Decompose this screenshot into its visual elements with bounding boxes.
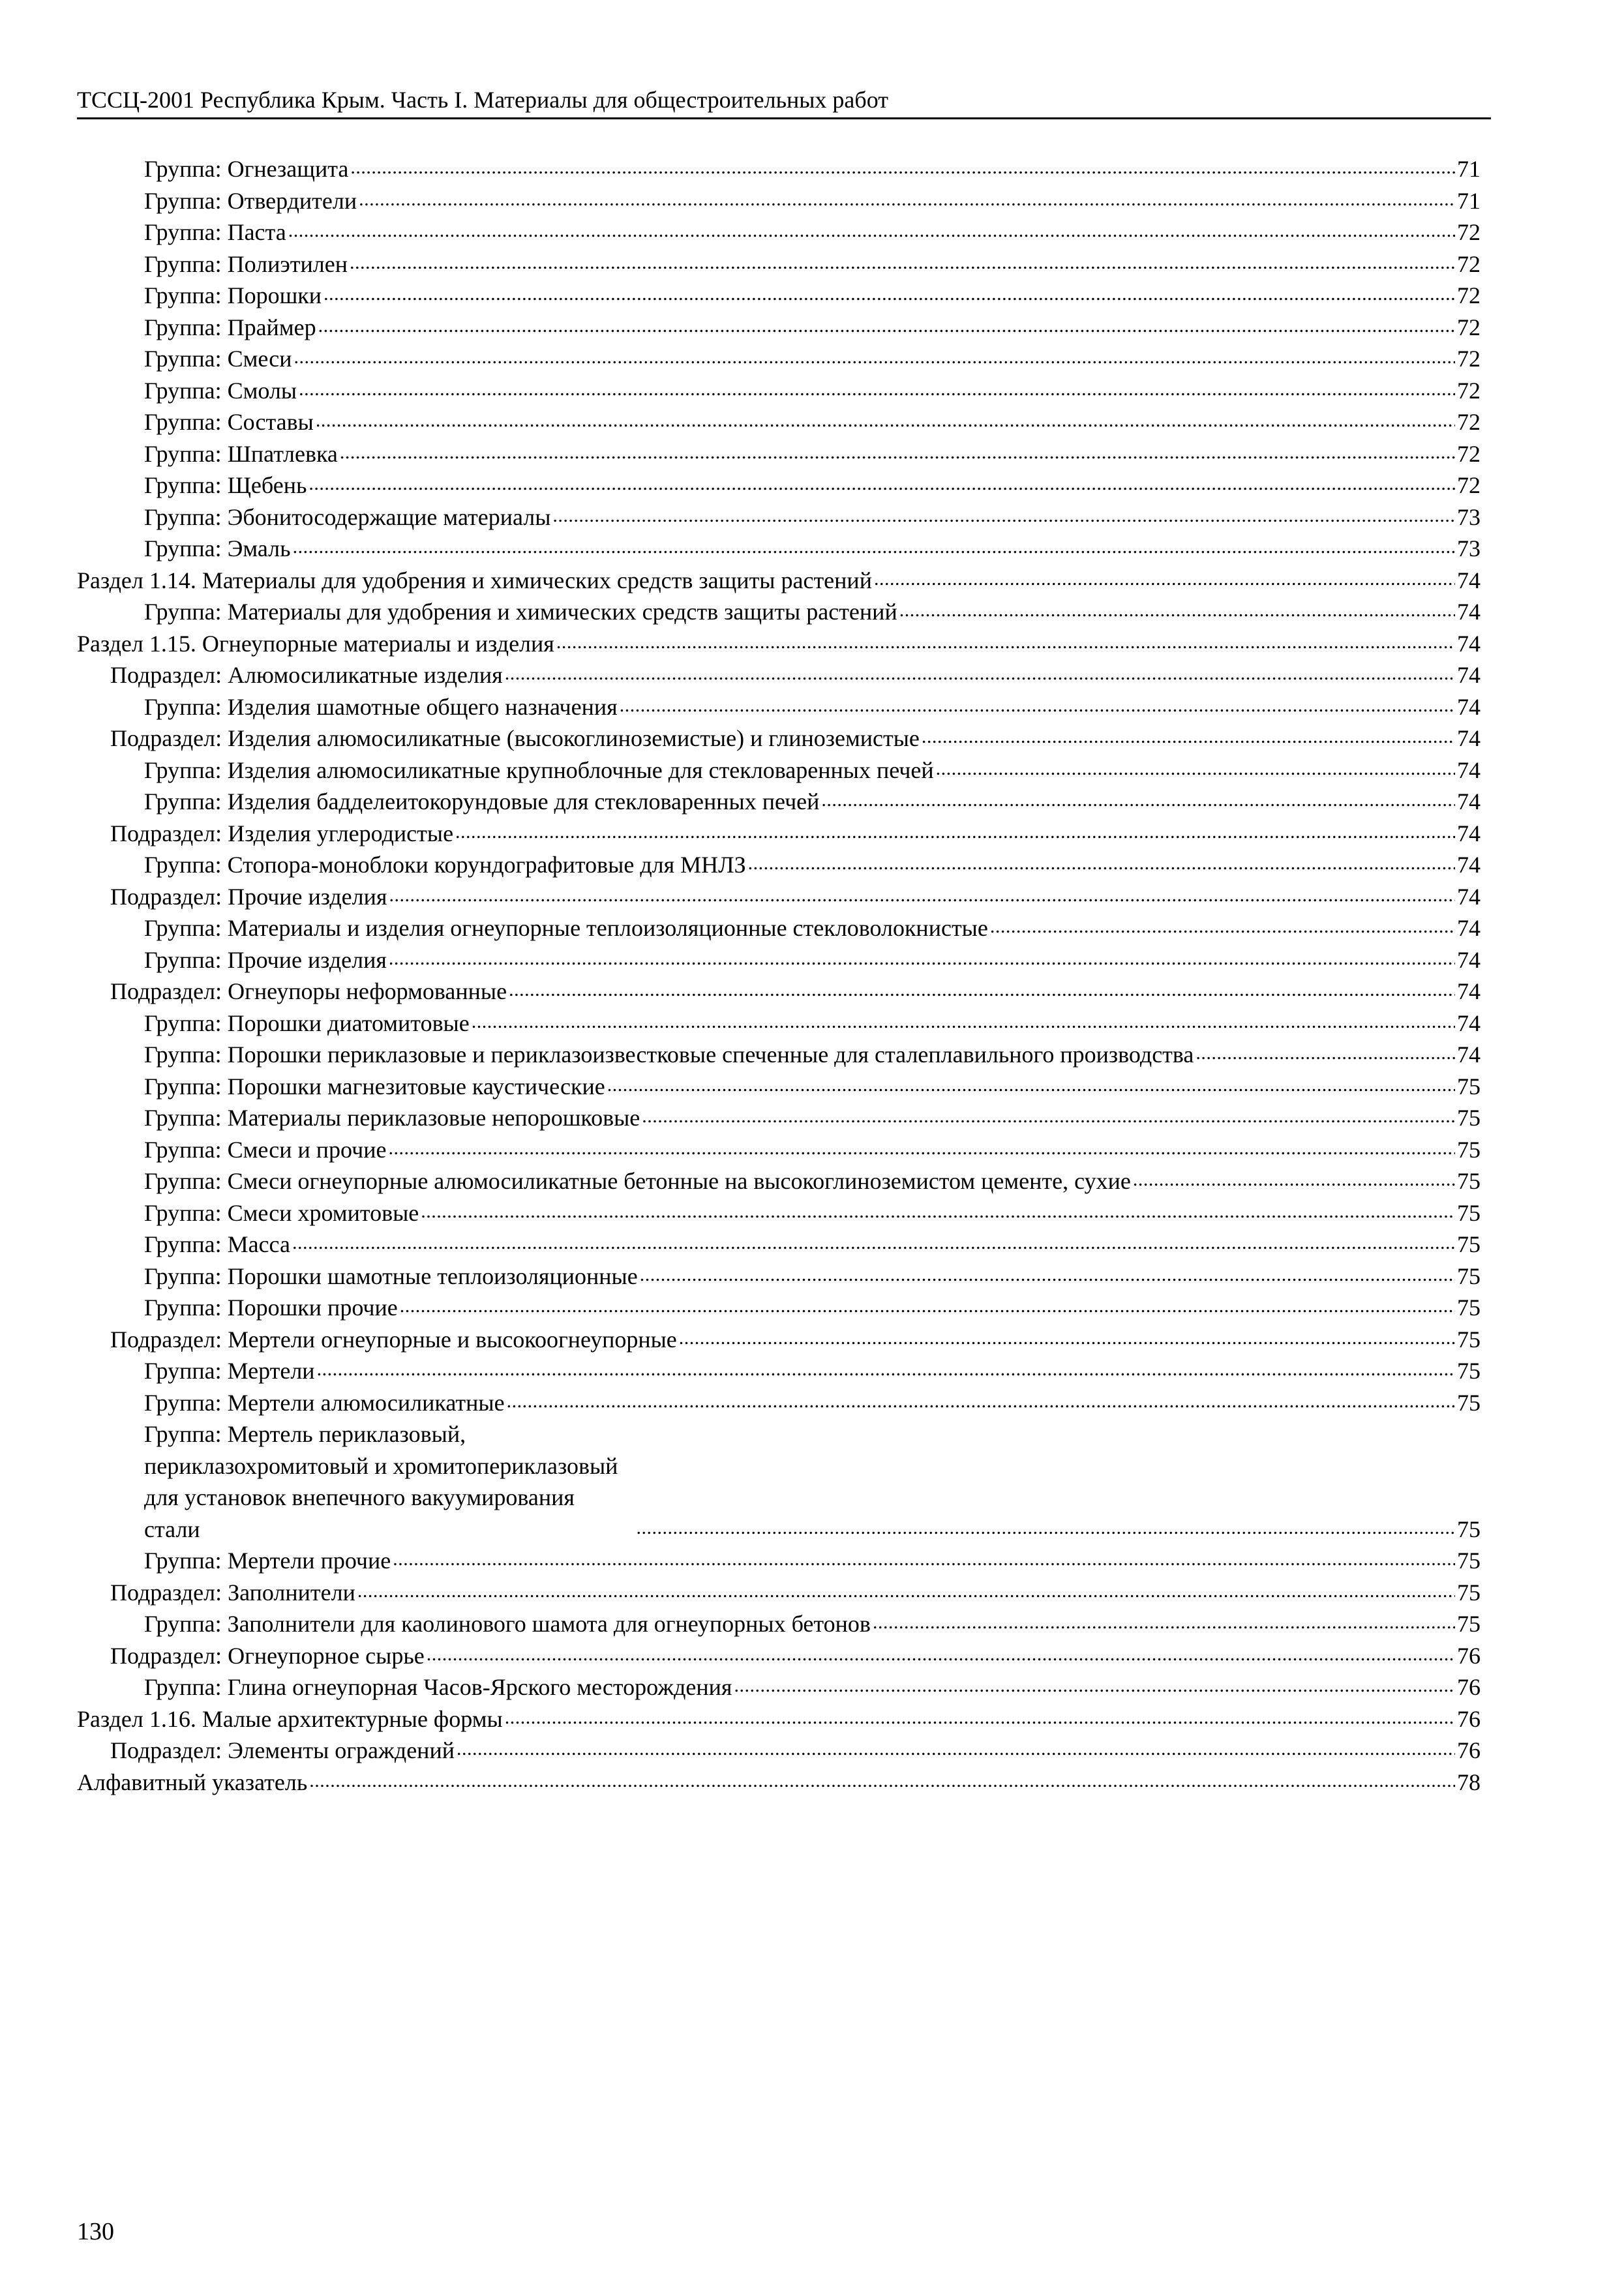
toc-entry[interactable]	[77, 153, 1481, 185]
toc-entry-page: 78	[1457, 1769, 1481, 1795]
toc-entry[interactable]	[77, 659, 1481, 691]
toc-entry-page: 75	[1457, 1358, 1481, 1384]
dot-leader	[288, 215, 1455, 247]
toc-entry[interactable]	[77, 1608, 1481, 1640]
toc-entry-title: Группа: Прочие изделия	[144, 946, 387, 973]
toc-entry-title: Группа: Порошки	[144, 282, 322, 308]
dot-leader	[821, 785, 1455, 816]
toc-entry[interactable]	[77, 755, 1481, 786]
toc-entry-title: Подраздел: Прочие изделия	[110, 883, 387, 910]
toc-entry-page: 72	[1457, 282, 1481, 308]
toc-entry-title: Группа: Смеси и прочие	[144, 1136, 387, 1163]
toc-entry-page: 75	[1457, 1231, 1481, 1257]
toc-entry-title: Группа: Мертели алюмосиликатные	[144, 1389, 505, 1416]
toc-entry-title: Группа: Праймер	[144, 314, 316, 340]
dot-leader	[308, 468, 1455, 500]
toc-entry-page: 74	[1457, 788, 1481, 815]
toc-entry[interactable]	[77, 312, 1481, 344]
toc-entry-title: Группа: Порошки магнезитовые каустические	[144, 1073, 605, 1100]
toc-entry-title: Группа: Эмаль	[144, 535, 291, 561]
dot-leader	[472, 1006, 1455, 1038]
dot-leader	[640, 1259, 1455, 1291]
toc-entry-page: 76	[1457, 1737, 1481, 1763]
toc-entry-page: 74	[1457, 567, 1481, 593]
toc-entry[interactable]	[77, 438, 1481, 470]
dot-leader	[556, 627, 1455, 659]
toc-entry-title: Раздел 1.16. Малые архитектурные формы	[77, 1705, 503, 1732]
toc-entry-page: 75	[1457, 1611, 1481, 1637]
dot-leader	[318, 310, 1455, 342]
toc-entry[interactable]	[77, 565, 1481, 597]
dot-leader	[309, 1765, 1455, 1797]
toc-entry-title: Группа: Мертели	[144, 1358, 315, 1384]
toc-entry[interactable]	[77, 1577, 1481, 1609]
dot-leader	[642, 1101, 1455, 1133]
toc-entry-page: 74	[1457, 599, 1481, 625]
toc-entry-page: 76	[1457, 1674, 1481, 1700]
toc-entry[interactable]	[77, 1292, 1481, 1324]
toc-entry[interactable]	[77, 1102, 1481, 1134]
toc-entry-page: 74	[1457, 820, 1481, 846]
dot-leader	[293, 531, 1455, 563]
toc-entry-page: 75	[1457, 1326, 1481, 1353]
dot-leader	[400, 1291, 1455, 1323]
toc-entry[interactable]	[77, 217, 1481, 248]
toc-entry-title: Раздел 1.14. Материалы для удобрения и химических средств защиты растений	[77, 567, 872, 593]
toc-entry-title: Подраздел: Мертели огнеупорные и высокоогнеупорные	[110, 1326, 677, 1353]
toc-entry-page: 74	[1457, 630, 1481, 657]
toc-entry-title: Группа: Материалы периклазовые непорошковые	[144, 1105, 640, 1131]
dot-leader	[455, 816, 1455, 848]
running-header: ТССЦ-2001 Республика Крым. Часть I. Материалы для общестроительных работ	[77, 85, 1491, 119]
dot-leader	[299, 374, 1455, 406]
toc-entry-title: Группа: Материалы и изделия огнеупорные теплоизоляционные стекловолокнистые	[144, 915, 988, 941]
dot-leader	[359, 184, 1455, 216]
dot-leader	[457, 1733, 1455, 1765]
toc-entry-title: Группа: Мертель периклазовый, периклазохромитовый и хромитопериклазовый для установок внепечного вакуумирования стали	[144, 1421, 618, 1542]
toc-entry-title: Подраздел: Огнеупоры неформованные	[110, 978, 507, 1004]
toc-entry[interactable]	[77, 533, 1481, 565]
dot-leader	[427, 1639, 1455, 1671]
dot-leader	[679, 1323, 1455, 1354]
toc-entry[interactable]	[77, 1324, 1481, 1356]
dot-leader	[316, 405, 1455, 437]
dot-leader	[340, 437, 1455, 469]
toc-entry[interactable]	[77, 1703, 1481, 1735]
dot-leader	[620, 690, 1455, 722]
toc-entry-page: 74	[1457, 1010, 1481, 1036]
toc-entry-title: Подраздел: Изделия углеродистые	[110, 820, 454, 846]
toc-entry-page: 76	[1457, 1705, 1481, 1732]
toc-entry[interactable]	[77, 596, 1481, 628]
dot-leader	[734, 1670, 1455, 1702]
toc-entry-title: Группа: Шпатлевка	[144, 440, 338, 467]
dot-leader	[389, 880, 1455, 912]
toc-entry-title: Группа: Масса	[144, 1231, 290, 1257]
toc-entry-page: 72	[1457, 314, 1481, 340]
toc-entry-title: Раздел 1.15. Огнеупорные материалы и изделия	[77, 630, 554, 657]
toc-entry[interactable]	[77, 1039, 1481, 1071]
dot-leader	[393, 1544, 1455, 1576]
toc-entry-page: 73	[1457, 503, 1481, 530]
toc-entry-title: Группа: Глина огнеупорная Часов-Ярского месторождения	[144, 1674, 732, 1700]
toc-entry[interactable]	[77, 1387, 1481, 1419]
dot-leader	[607, 1070, 1455, 1101]
toc-entry-title: Подраздел: Элементы ограждений	[110, 1737, 455, 1763]
dot-leader	[509, 974, 1455, 1006]
toc-entry-page: 75	[1457, 1294, 1481, 1321]
toc-entry[interactable]	[77, 818, 1481, 850]
toc-entry[interactable]	[77, 1229, 1481, 1261]
toc-entry-page: 72	[1457, 472, 1481, 498]
toc-entry-title: Группа: Стопора-моноблоки корундографитовые для МНЛЗ	[144, 852, 746, 878]
toc-entry[interactable]	[77, 1767, 1481, 1799]
toc-entry-title: Группа: Порошки периклазовые и периклазоизвестковые спеченные для сталеплавильного производства	[144, 1041, 1194, 1068]
toc-entry[interactable]	[77, 881, 1481, 913]
toc-entry[interactable]	[77, 1261, 1481, 1293]
toc-entry-title: Группа: Составы	[144, 409, 314, 435]
toc-entry-title: Подраздел: Изделия алюмосиликатные (высокоглиноземистые) и глиноземистые	[110, 725, 920, 751]
toc-entry-title: Группа: Порошки диатомитовые	[144, 1010, 470, 1036]
toc-entry-page: 74	[1457, 725, 1481, 751]
toc-entry[interactable]	[77, 1134, 1481, 1166]
toc-entry-title: Группа: Смеси	[144, 346, 292, 372]
toc-entry-page: 74	[1457, 946, 1481, 973]
dot-leader	[357, 1576, 1455, 1608]
toc-entry-title: Группа: Изделия алюмосиликатные крупноблочные для стекловаренных печей	[144, 756, 934, 783]
toc-entry-page: 72	[1457, 346, 1481, 372]
toc-entry[interactable]	[77, 185, 1481, 217]
toc-entry-page: 76	[1457, 1642, 1481, 1669]
toc-entry[interactable]	[77, 1197, 1481, 1229]
toc-entry-page: 75	[1457, 1579, 1481, 1606]
toc-entry-page: 74	[1457, 756, 1481, 783]
dot-leader	[294, 342, 1456, 374]
toc-entry-title: Группа: Паста	[144, 219, 286, 245]
toc-entry-title: Группа: Порошки шамотные теплоизоляционные	[144, 1263, 638, 1289]
toc-entry[interactable]	[77, 1355, 1481, 1387]
toc-entry[interactable]	[77, 723, 1481, 755]
dot-leader	[873, 1607, 1455, 1639]
toc-entry-title: Группа: Смеси огнеупорные алюмосиликатные бетонные на высокоглиноземистом цементе, сухие	[144, 1168, 1131, 1194]
toc-entry[interactable]	[77, 1545, 1481, 1577]
toc-entry-title: Подраздел: Алюмосиликатные изделия	[110, 662, 503, 688]
toc-entry-title: Группа: Отвердители	[144, 187, 357, 214]
toc-entry-title: Группа: Смеси хромитовые	[144, 1199, 419, 1226]
toc-entry[interactable]	[77, 375, 1481, 407]
dot-leader	[990, 911, 1455, 943]
dot-leader	[936, 753, 1455, 785]
toc-entry-page: 75	[1457, 1073, 1481, 1100]
toc-entry-title: Группа: Изделия бадделеитокорундовые для стекловаренных печей	[144, 788, 820, 815]
toc-entry-page: 73	[1457, 535, 1481, 561]
toc-entry-page: 71	[1457, 156, 1481, 182]
toc-entry[interactable]	[77, 280, 1481, 312]
dot-leader	[552, 500, 1455, 532]
toc-entry[interactable]	[77, 1640, 1481, 1672]
toc-entry[interactable]	[77, 976, 1481, 1008]
dot-leader	[350, 152, 1455, 184]
dot-leader	[505, 658, 1455, 690]
dot-leader	[1195, 1038, 1455, 1070]
dot-leader	[350, 247, 1455, 279]
toc-entry-title: Группа: Материалы для удобрения и химических средств защиты растений	[144, 599, 897, 625]
toc-entry-page: 75	[1457, 1548, 1481, 1574]
dot-leader	[507, 1386, 1455, 1418]
table-of-contents	[77, 153, 1481, 1798]
toc-entry[interactable]	[77, 248, 1481, 280]
dot-leader	[899, 595, 1455, 627]
toc-entry-title: Алфавитный указатель	[77, 1769, 308, 1795]
dot-leader	[323, 278, 1455, 310]
dot-leader	[389, 943, 1455, 975]
toc-entry-page: 75	[1457, 1263, 1481, 1289]
toc-entry-page: 72	[1457, 377, 1481, 404]
toc-entry[interactable]	[77, 1165, 1481, 1197]
dot-leader	[292, 1227, 1455, 1259]
toc-entry-page: 75	[1457, 1389, 1481, 1416]
toc-entry[interactable]	[77, 501, 1481, 533]
toc-entry-page: 72	[1457, 219, 1481, 245]
dot-leader	[421, 1196, 1455, 1228]
toc-entry[interactable]	[77, 849, 1481, 881]
toc-entry-title: Группа: Эбонитосодержащие материалы	[144, 503, 551, 530]
toc-entry-page: 75	[1457, 1136, 1481, 1163]
toc-entry-title: Группа: Щебень	[144, 472, 307, 498]
dot-leader	[637, 1512, 1455, 1544]
toc-entry[interactable]	[77, 1735, 1481, 1767]
toc-entry[interactable]	[77, 691, 1481, 723]
toc-entry[interactable]	[77, 628, 1481, 660]
toc-entry[interactable]	[77, 944, 1481, 976]
toc-entry-title: Группа: Полиэтилен	[144, 250, 348, 277]
toc-entry[interactable]	[77, 1418, 1481, 1545]
toc-entry-title: Группа: Заполнители для каолинового шамота для огнеупорных бетонов	[144, 1611, 871, 1637]
dot-leader	[317, 1354, 1455, 1386]
toc-entry[interactable]	[77, 786, 1481, 818]
toc-entry[interactable]	[77, 1671, 1481, 1703]
toc-entry-page: 74	[1457, 693, 1481, 720]
dot-leader	[1133, 1164, 1455, 1196]
toc-entry-page: 72	[1457, 409, 1481, 435]
toc-entry-title: Группа: Смолы	[144, 377, 297, 404]
toc-entry-title: Подраздел: Заполнители	[110, 1579, 355, 1606]
toc-entry-page: 71	[1457, 187, 1481, 214]
toc-entry-title: Группа: Мертели прочие	[144, 1548, 391, 1574]
toc-entry-page: 75	[1457, 1199, 1481, 1226]
toc-entry-title: Группа: Огнезащита	[144, 156, 349, 182]
toc-entry-title: Группа: Изделия шамотные общего назначения	[144, 693, 618, 720]
toc-entry-page: 75	[1457, 1105, 1481, 1131]
dot-leader	[388, 1133, 1455, 1165]
toc-entry-title: Подраздел: Огнеупорное сырье	[110, 1642, 425, 1669]
dot-leader	[922, 721, 1455, 753]
toc-entry-page: 74	[1457, 1041, 1481, 1068]
toc-entry[interactable]	[77, 1071, 1481, 1103]
toc-entry[interactable]	[77, 406, 1481, 438]
toc-entry[interactable]	[77, 912, 1481, 944]
toc-entry-page: 74	[1457, 883, 1481, 910]
toc-entry-page: 74	[1457, 852, 1481, 878]
dot-leader	[748, 848, 1455, 880]
toc-entry-page: 74	[1457, 915, 1481, 941]
toc-entry-page: 74	[1457, 978, 1481, 1004]
page-number: 130	[77, 2218, 114, 2245]
dot-leader	[505, 1702, 1455, 1734]
toc-entry[interactable]	[77, 470, 1481, 501]
toc-entry[interactable]	[77, 343, 1481, 375]
toc-entry-page: 75	[1457, 1516, 1481, 1542]
toc-entry-page: 72	[1457, 440, 1481, 467]
dot-leader	[874, 563, 1455, 595]
toc-entry-page: 75	[1457, 1168, 1481, 1194]
toc-entry-page: 74	[1457, 662, 1481, 688]
toc-entry-title: Группа: Порошки прочие	[144, 1294, 398, 1321]
toc-entry-page: 72	[1457, 250, 1481, 277]
toc-entry[interactable]	[77, 1008, 1481, 1040]
